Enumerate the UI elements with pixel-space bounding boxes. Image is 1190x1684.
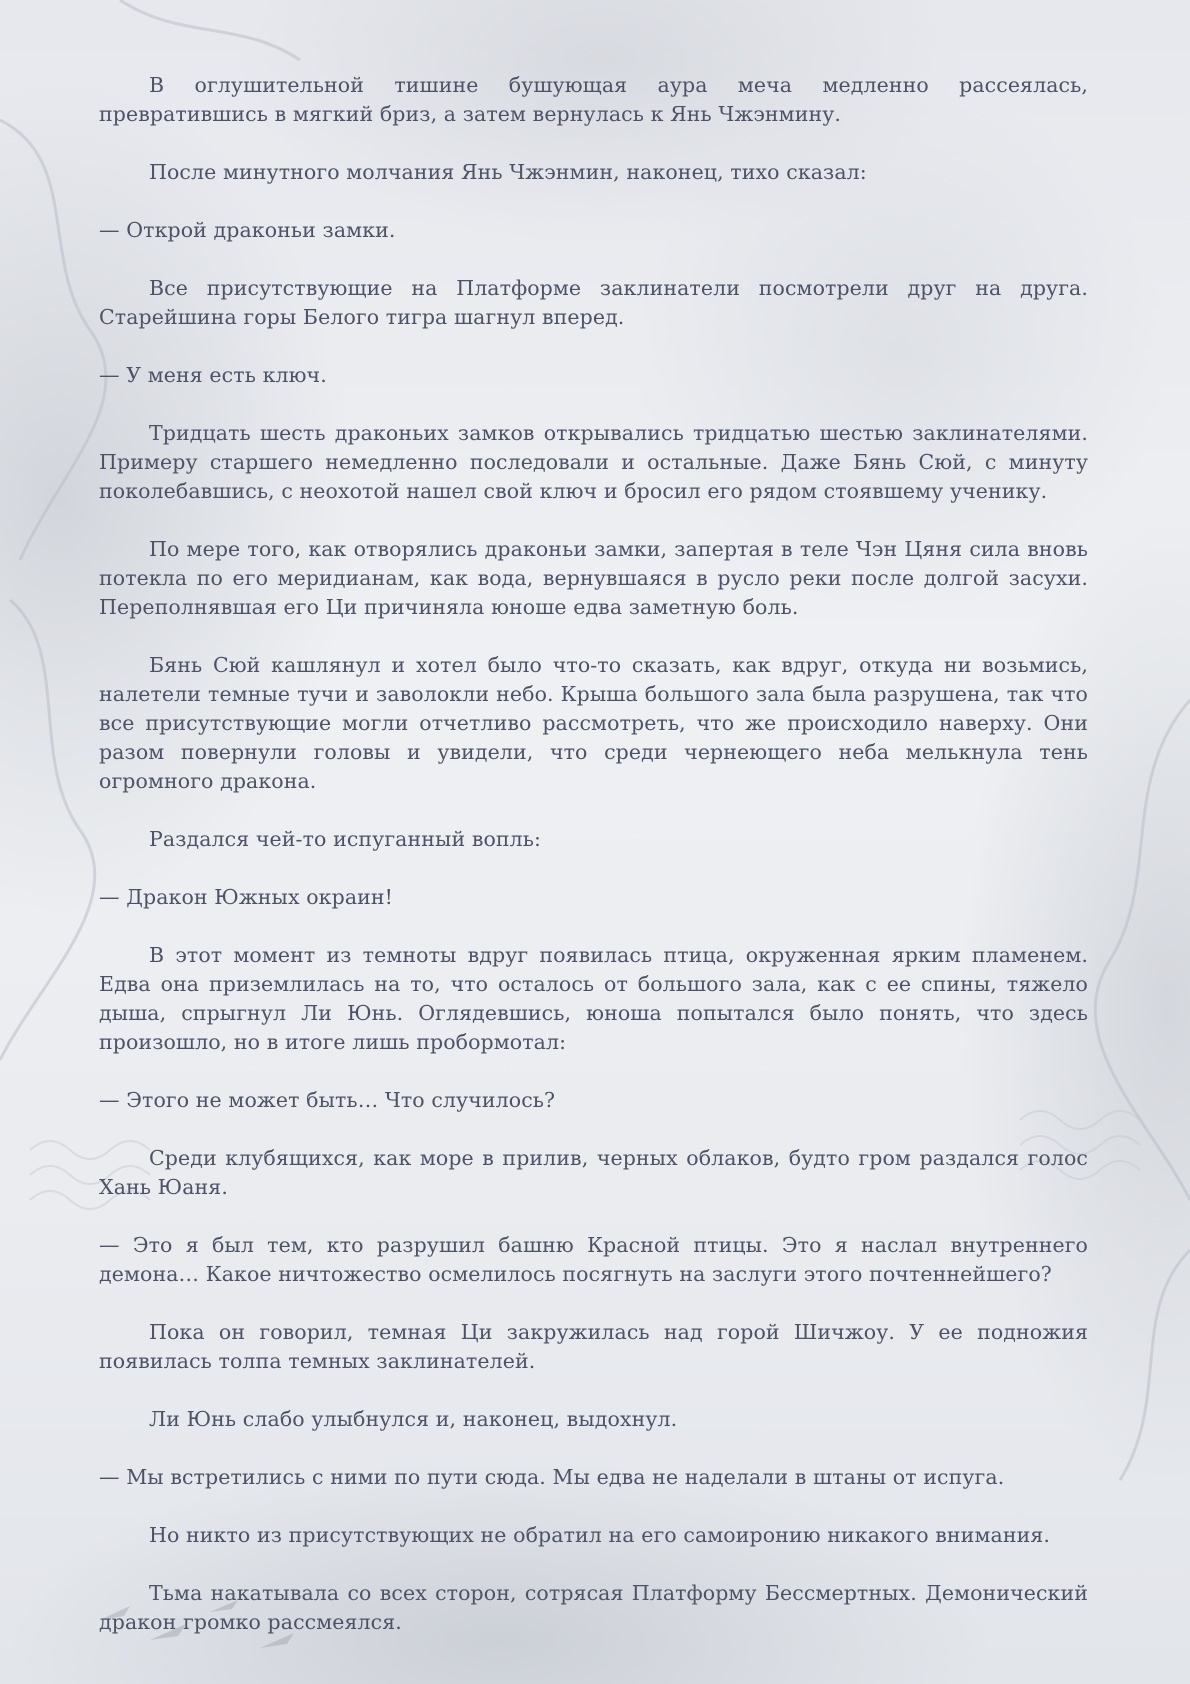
paragraph: Ли Юнь слабо улыбнулся и, наконец, выдохнул. <box>149 1407 678 1431</box>
dialogue-line: — Это я был тем, кто разрушил башню Красной птицы. Это я наслал внутреннего демона… Какое ничтожество осмелилось посягнуть на заслуги этого почтеннейшего? <box>99 1233 1088 1286</box>
paragraph: Пока он говорил, темная Ци закружилась над горой Шичжоу. У ее подножия появилась толпа темных заклинателей. <box>99 1320 1088 1373</box>
paragraph: После минутного молчания Янь Чжэнмин, наконец, тихо сказал: <box>149 160 867 184</box>
dialogue-line: — Дракон Южных окраин! <box>99 885 394 909</box>
paragraph: Но никто из присутствующих не обратил на его самоиронию никакого внимания. <box>149 1523 1050 1547</box>
dialogue-line: — Открой драконьи замки. <box>99 218 396 242</box>
paragraph: В оглушительной тишине бушующая аура меча медленно рассеялась, превратившись в мягкий бриз, а затем вернулась к Янь Чжэнмину. <box>99 73 1088 126</box>
dialogue-line: — Этого не может быть… Что случилось? <box>99 1088 556 1112</box>
paragraph: Тьма накатывала со всех сторон, сотрясая Платформу Бессмертных. Демонический дракон громко рассмеялся. <box>99 1581 1088 1634</box>
paragraph: Тридцать шесть драконьих замков открывались тридцатью шестью заклинателями. Примеру старшего немедленно последовали и остальные. Даже Бянь Сюй, с минуту поколебавшись, с неохотой нашел свой ключ и бросил его рядом стоявшему ученику. <box>99 421 1088 503</box>
dialogue-line: — У меня есть ключ. <box>99 363 327 387</box>
paragraph: В этот момент из темноты вдруг появилась птица, окруженная ярким пламенем. Едва она приземлилась на то, что осталось от большого зала, как с ее спины, тяжело дыша, спрыгнул Ли Юнь. Оглядевшись, юноша попытался было понять, что здесь произошло, но в итоге лишь пробормотал: <box>99 943 1088 1054</box>
paragraph: Среди клубящихся, как море в прилив, черных облаков, будто гром раздался голос Хань Юаня. <box>99 1146 1088 1199</box>
dialogue-line: — Мы встретились с ними по пути сюда. Мы едва не наделали в штаны от испуга. <box>99 1465 1005 1489</box>
paragraph: Все присутствующие на Платформе заклинатели посмотрели друг на друга. Старейшина горы Белого тигра шагнул вперед. <box>99 276 1088 329</box>
story-text <box>99 71 1088 1666</box>
paragraph: Раздался чей-то испуганный вопль: <box>149 827 542 851</box>
paragraph: Бянь Сюй кашлянул и хотел было что-то сказать, как вдруг, откуда ни возьмись, налетели темные тучи и заволокли небо. Крыша большого зала была разрушена, так что все присутствующие могли отчетливо рассмотреть, что же происходило наверху. Они разом повернули головы и увидели, что среди чернеющего неба мелькнула тень огромного дракона. <box>99 653 1088 793</box>
paragraph: По мере того, как отворялись драконьи замки, запертая в теле Чэн Цяня сила вновь потекла по его меридианам, как вода, вернувшаяся в русло реки после долгой засухи. Переполнявшая его Ци причиняла юноше едва заметную боль. <box>99 537 1088 619</box>
